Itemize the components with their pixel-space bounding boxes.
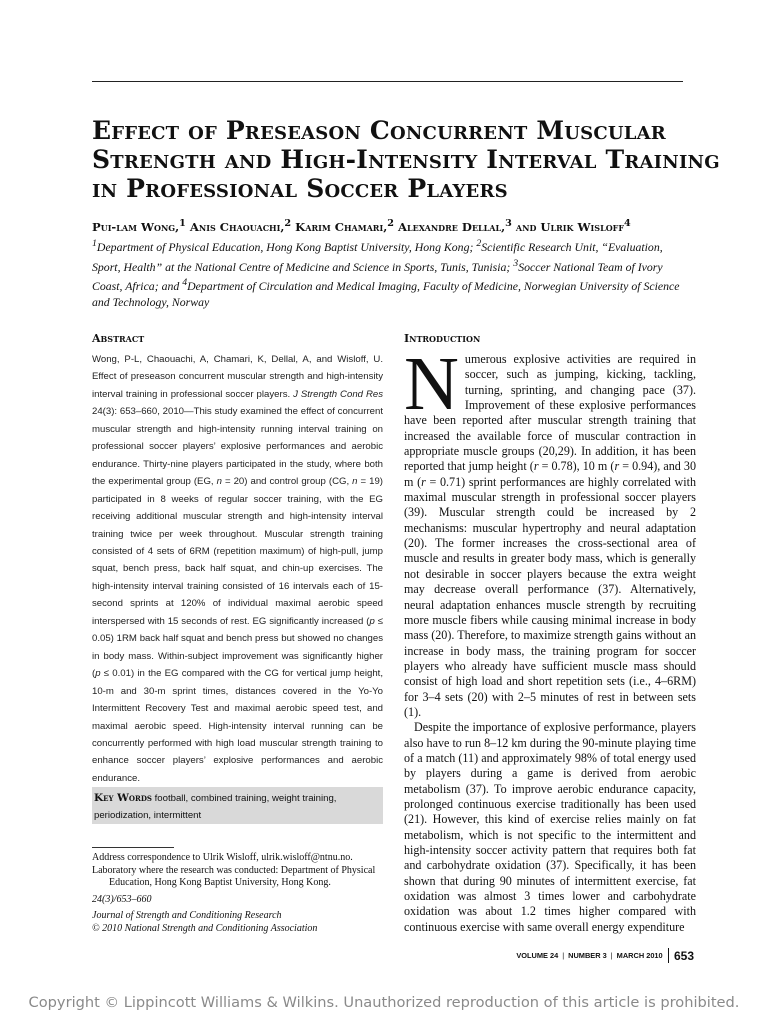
affil-mark-3: 3 bbox=[513, 257, 519, 269]
abstract-n-1: n bbox=[216, 476, 222, 488]
footnote bbox=[92, 852, 392, 936]
footnote-correspondence: Address correspondence to Ulrik Wisloff, ulrik.wisloff@ntnu.no. bbox=[92, 852, 353, 863]
drop-cap: N bbox=[404, 342, 459, 426]
author-3: Karim Chamari, bbox=[291, 219, 388, 234]
abstract-text-2: 24(3): 653–660, 2010—This study examined the effect of concurrent muscular strength and high-intensity running interval training on professional soccer players’ explosive performances and aerobic endurance. Thirty-nine players participated in the study, where both the experimental group (EG, bbox=[92, 406, 383, 488]
affil-mark-1: 1 bbox=[92, 238, 97, 249]
author-4: Alexandre Dellal, bbox=[393, 219, 506, 234]
title-line-1: Effect of Preseason Concurrent Muscular bbox=[92, 116, 666, 145]
key-words-text: football, combined training, weight training, periodization, intermittent bbox=[94, 793, 337, 821]
abstract-journal: J Strength Cond Res bbox=[293, 388, 383, 400]
abstract-body bbox=[92, 351, 383, 787]
intro-r-2: r bbox=[614, 459, 620, 474]
abstract-text-4: = 19) participated in 8 weeks of regular soccer training, with the EG receiving additional muscular strength and high-intensity interval training twice per week throughout. Muscular strength training consisted of 4 sets of 6RM (repetition maximum) of high-pull, jump squat, bench press, back half squat, and chin-up exercises. The high-intensity interval training consisted of 16 intervals each of 15-second sprints at 120% of individual maximal aerobic speed interspersed with 15 seconds of rest. EG significantly increased ( bbox=[92, 476, 384, 627]
separator-1: | bbox=[562, 951, 565, 960]
affil-mark-2: 2 bbox=[476, 238, 482, 249]
intro-paragraph-2: Despite the importance of explosive performance, players also have to run 8–12 km during the 90-minute playing time of a match (11) and approximately 98% of total energy used by players during a game is derived from aerobic metabolism (37). To improve aerobic endurance capacity, prolonged continuous exercise traditionally has been used (21). However, this kind of exercise relies mainly on fat metabolism, which is not specific to the intermittent and high-intensity soccer activity pattern that requires both fat and carbohydrate oxidation (37). Specifically, it has been shown that during 90 minutes of intermittent exercise, fat oxidation was almost 3 times lower and carbohydrate oxidation was about 1.2 times higher compared with continuous exercise with same overall energy expenditure bbox=[404, 720, 696, 934]
title-line-3: in Professional Soccer Players bbox=[92, 174, 508, 203]
affil-3: Soccer National Team of Ivory Coast, Africa; and bbox=[92, 259, 663, 293]
intro-r-3: r bbox=[421, 474, 426, 489]
intro-text-3: = 0.94), and 30 m ( bbox=[404, 459, 697, 489]
intro-text-1: umerous explosive activities are required in soccer, such as jumping, kicking, tackling, turning, sprinting, and changing pace (37). Improvement of these explosive performances have been reported after muscular strength training that increased the available force of muscular contraction in appropriate muscle groups (20,29). In addition, it has been reported that jump height ( bbox=[404, 352, 696, 474]
title-line-2: Strength and High-Intensity Interval Training bbox=[92, 145, 720, 174]
affiliations bbox=[92, 236, 684, 310]
separator-2: | bbox=[610, 951, 613, 960]
top-rule bbox=[92, 81, 683, 82]
page-footer bbox=[516, 948, 694, 963]
volume-label: VOLUME 24 bbox=[516, 951, 559, 960]
affil-2: Scientific Research Unit, “Evaluation, Sport, Health” at the National Centre of Medicine and Science in Sports, Tunis, Tunisia; bbox=[92, 239, 663, 274]
footnote-laboratory-cont: Education, Hong Kong Baptist University, Hong Kong. bbox=[109, 877, 331, 889]
author-4-affil: 3 bbox=[505, 218, 512, 229]
author-5-affil: 4 bbox=[624, 218, 631, 229]
author-1: Pui-lam Wong, bbox=[92, 219, 180, 234]
affil-1: Department of Physical Education, Hong Kong Baptist University, Hong Kong; bbox=[96, 239, 477, 254]
copyright-notice: Copyright © Lippincott Williams & Wilkins. Unauthorized reproduction of this article is prohibited. bbox=[28, 994, 740, 1011]
author-5: and Ulrik Wisloff bbox=[511, 219, 625, 234]
article-title bbox=[92, 116, 720, 203]
key-words bbox=[94, 790, 381, 824]
abstract-p-2: p bbox=[95, 668, 101, 680]
author-3-affil: 2 bbox=[387, 218, 394, 229]
abstract-heading: Abstract bbox=[92, 332, 145, 345]
date-label: MARCH 2010 bbox=[616, 951, 663, 960]
page-number-bar bbox=[668, 948, 669, 963]
intro-text-4: = 0.71) sprint performances are highly correlated with maximal muscular strength in professional soccer players (39). Muscular strength could be increased by 2 mechanisms: muscular hypertrophy and neural adaptation (20). The former increases the cross-sectional area of muscle and results in greater body mass, which is generally not desirable in soccer players because the extra weight may decrease overall performance (37). Alternatively, neural adaptation enhances muscle strength by recruiting more muscle fibers while causing minimal increase in body mass (20). Therefore, to maximize strength gains without an increase in body mass, the training program for soccer players who already have sufficient muscle mass should consist of high load and short repetition sets (i.e., 4–6RM) for 3–4 sets (20) with 2–5 minutes of rest in between sets (1). bbox=[404, 474, 696, 719]
author-2: Anis Chaouachi, bbox=[185, 219, 285, 234]
footnote-rule bbox=[92, 847, 174, 848]
author-2-affil: 2 bbox=[284, 218, 292, 229]
introduction-body bbox=[404, 342, 697, 935]
abstract-p-1: p bbox=[369, 615, 375, 627]
page-number: 653 bbox=[673, 948, 694, 963]
key-words-label: Key Words bbox=[94, 792, 152, 804]
affil-4: Department of Circulation and Medical Imaging, Faculty of Medicine, Norwegian University of Science and Technology, Norway bbox=[92, 278, 680, 309]
intro-text-2: = 0.78), 10 m ( bbox=[538, 459, 615, 474]
intro-r-1: r bbox=[533, 459, 539, 474]
abstract-text-5: ≤ 0.05) 1RM back half squat and bench press but showed no changes in body mass. Within-subject improvement was significantly higher ( bbox=[92, 615, 383, 680]
footnote-citation: 24(3)/653–660 bbox=[92, 893, 152, 905]
abstract-text-6: ≤ 0.01) in the EG compared with the CG for vertical jump height, 10-m and 30-m sprint times, distances covered in the Yo-Yo Intermittent Recovery Test and maximal aerobic speed test, and maximal aerobic speed. High-intensity interval running can be concurrently performed with high load muscular strength training to enhance soccer players’ explosive performances and aerobic endurance. bbox=[92, 668, 383, 784]
affil-mark-4: 4 bbox=[182, 277, 188, 289]
abstract-text-3: = 20) and control group (CG, bbox=[221, 476, 353, 488]
number-label: NUMBER 3 bbox=[568, 951, 607, 960]
author-1-affil: 1 bbox=[179, 218, 186, 229]
abstract-text-1: Wong, P-L, Chaouachi, A, Chamari, K, Dellal, A, and Wisloff, U. Effect of preseason concurrent muscular strength and high-intensity interval training in professional soccer players. bbox=[92, 354, 383, 400]
introduction-heading: Introduction bbox=[404, 332, 481, 345]
author-list bbox=[92, 218, 692, 234]
footnote-journal: Journal of Strength and Conditioning Research bbox=[92, 910, 282, 922]
footnote-copyright: © 2010 National Strength and Conditioning Association bbox=[92, 922, 318, 934]
abstract-n-2: n bbox=[352, 476, 358, 488]
footnote-laboratory: Laboratory where the research was conducted: Department of Physical bbox=[92, 864, 376, 876]
